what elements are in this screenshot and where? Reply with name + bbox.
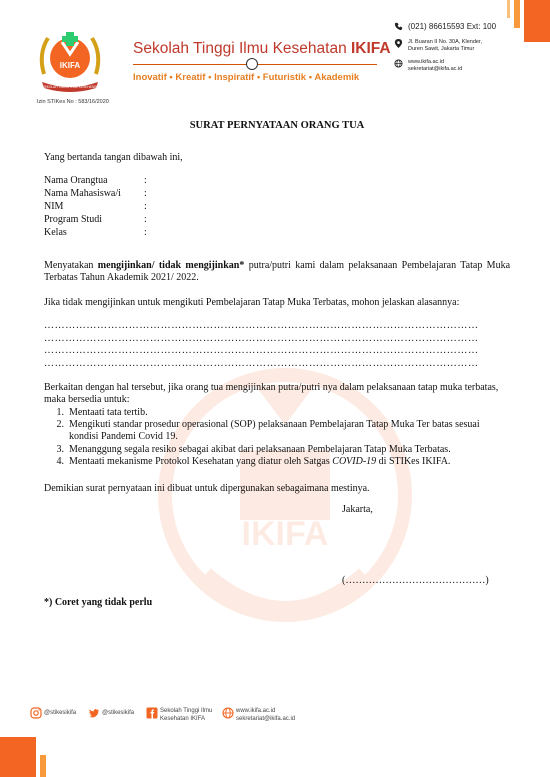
list-item xyxy=(44,456,510,468)
field-nim[interactable] xyxy=(44,201,154,214)
list-text xyxy=(69,456,510,468)
reason-lines[interactable] xyxy=(44,320,510,370)
institution-logo xyxy=(34,24,106,96)
web-email xyxy=(408,59,462,73)
field-colon: : xyxy=(144,201,147,212)
list-number: 2. xyxy=(56,419,64,431)
commitment-list xyxy=(44,407,510,468)
divider-ornament xyxy=(246,58,258,70)
corner-decoration xyxy=(514,0,520,28)
address xyxy=(408,39,482,53)
footer-email: sekretariat@ikifa.ac.id xyxy=(236,716,296,722)
form-fields xyxy=(44,175,154,240)
statement-post: putra/putri kami dalam pelaksanaan Pembelajaran Tatap Muka Terbatas Tahun Akademik 2021/ 2022. xyxy=(44,260,511,284)
list-item xyxy=(44,407,510,419)
signature-city: Jakarta, xyxy=(342,504,373,515)
field-label: Nama Mahasiswa/i xyxy=(44,188,121,199)
reason-line[interactable]: …………………………………………………………………………………………………………… xyxy=(44,332,479,344)
email-link[interactable]: sekretariat@ikifa.ac.id xyxy=(408,66,463,72)
reason-line[interactable]: …………………………………………………………………………………………………………… xyxy=(44,320,479,331)
facebook-line-2: Kesehatan IKIFA xyxy=(160,716,206,722)
phone-icon xyxy=(394,22,403,31)
letter-title: SURAT PERNYATAAN ORANG TUA xyxy=(189,120,365,131)
reason-line[interactable]: …………………………………………………………………………………………………………… xyxy=(44,357,479,369)
field-label: Kelas xyxy=(44,227,67,238)
globe-icon xyxy=(222,707,234,719)
field-colon: : xyxy=(144,214,147,225)
logo-text: IKIFA xyxy=(59,61,81,70)
closing-paragraph: Demikian surat pernyataan ini dibuat untuk dipergunakan sebagaimana mestinya. xyxy=(44,483,370,494)
corner-decoration xyxy=(524,0,550,42)
list-text-pre: Mentaati mekanisme Protokol Kesehatan yang diatur oleh Satgas xyxy=(69,455,333,467)
statement-pre: Menyatakan xyxy=(44,260,98,271)
field-nama-mahasiswa[interactable] xyxy=(44,188,154,201)
website-link[interactable]: www.ikifa.ac.id xyxy=(408,59,445,65)
list-text-italic: COVID-19 xyxy=(332,455,377,467)
corner-decoration xyxy=(40,755,46,777)
list-number: 1. xyxy=(56,407,64,418)
logo-ribbon-text: SEKOLAH TINGGI ILMU KESEHATAN xyxy=(42,85,98,89)
institution-name xyxy=(133,40,391,58)
location-pin-icon xyxy=(394,39,403,48)
institution-name-regular: Sekolah Tinggi Ilmu Kesehatan xyxy=(133,40,351,57)
signature-line[interactable]: (……………………………………) xyxy=(342,575,489,586)
twitter-handle: @stikesikifa xyxy=(102,710,135,716)
list-number: 3. xyxy=(56,443,64,455)
field-program-studi[interactable] xyxy=(44,214,154,227)
footer-website: www.ikifa.ac.id xyxy=(236,708,276,714)
statement-choice: mengijinkan/ tidak mengijinkan* xyxy=(97,260,245,271)
reason-line[interactable]: …………………………………………………………………………………………………………… xyxy=(44,345,479,356)
address-line-2: Duren Sawit, Jakarta Timur xyxy=(408,46,475,52)
statement-paragraph xyxy=(44,260,510,284)
address-line-1: Jl. Buaran II No. 30A, Klender, xyxy=(408,39,482,45)
corner-decoration xyxy=(507,0,510,18)
list-text: Menanggung segala resiko sebagai akibat dari pelaksanaan Pembelajaran Tatap Muka Terbatas. xyxy=(69,443,451,455)
field-colon: : xyxy=(144,227,147,238)
facebook-name xyxy=(160,707,212,723)
facebook-line-1: Sekolah Tinggi Ilmu xyxy=(160,708,213,714)
tagline: Inovatif • Kreatif • Inspiratif • Futuristik • Akademik xyxy=(133,72,360,83)
list-item xyxy=(44,444,510,456)
field-label: Nama Orangtua xyxy=(44,175,108,186)
field-label: Program Studi xyxy=(44,214,103,225)
institution-name-bold: IKIFA xyxy=(351,40,391,57)
twitter-icon xyxy=(88,707,100,719)
permit-number: Izin STIKes No : 583/16/2020 xyxy=(37,99,109,105)
field-colon: : xyxy=(144,188,147,199)
field-label: NIM xyxy=(44,201,64,212)
intro-text: Yang bertanda tangan dibawah ini, xyxy=(44,152,183,163)
corner-decoration xyxy=(0,737,36,777)
phone-number: (021) 86615593 Ext: 100 xyxy=(408,22,497,31)
reason-prompt: Jika tidak mengijinkan untuk mengikuti Pembelajaran Tatap Muka Terbatas, mohon jelaskan alasannya: xyxy=(44,297,460,308)
list-text: Mengikuti standar prosedur operasional (SOP) pelaksanaan Pembelajaran Tatap Muka Ter batas sesuai kondisi Pandemi Covid 19. xyxy=(69,419,480,443)
field-colon: : xyxy=(144,175,147,186)
list-number: 4. xyxy=(56,455,64,467)
globe-icon xyxy=(394,59,403,68)
commitment-paragraph: Berkaitan dengan hal tersebut, jika orang tua mengijinkan putra/putri nya dalam pelaksanaan tatap muka terbatas, maka bersedia untuk: xyxy=(44,382,499,406)
list-item xyxy=(44,419,510,443)
footnote: *) Coret yang tidak perlu xyxy=(44,597,153,608)
instagram-icon xyxy=(30,707,42,719)
footer-web-email xyxy=(236,707,295,723)
field-nama-orangtua[interactable] xyxy=(44,175,154,188)
facebook-icon xyxy=(146,707,158,719)
field-kelas[interactable] xyxy=(44,227,154,240)
list-text-post: di STIKes IKIFA. xyxy=(376,455,451,467)
instagram-handle: @stikesikifa xyxy=(44,710,77,716)
list-text: Mentaati tata tertib. xyxy=(69,407,148,418)
watermark-text: IKIFA xyxy=(241,515,329,553)
